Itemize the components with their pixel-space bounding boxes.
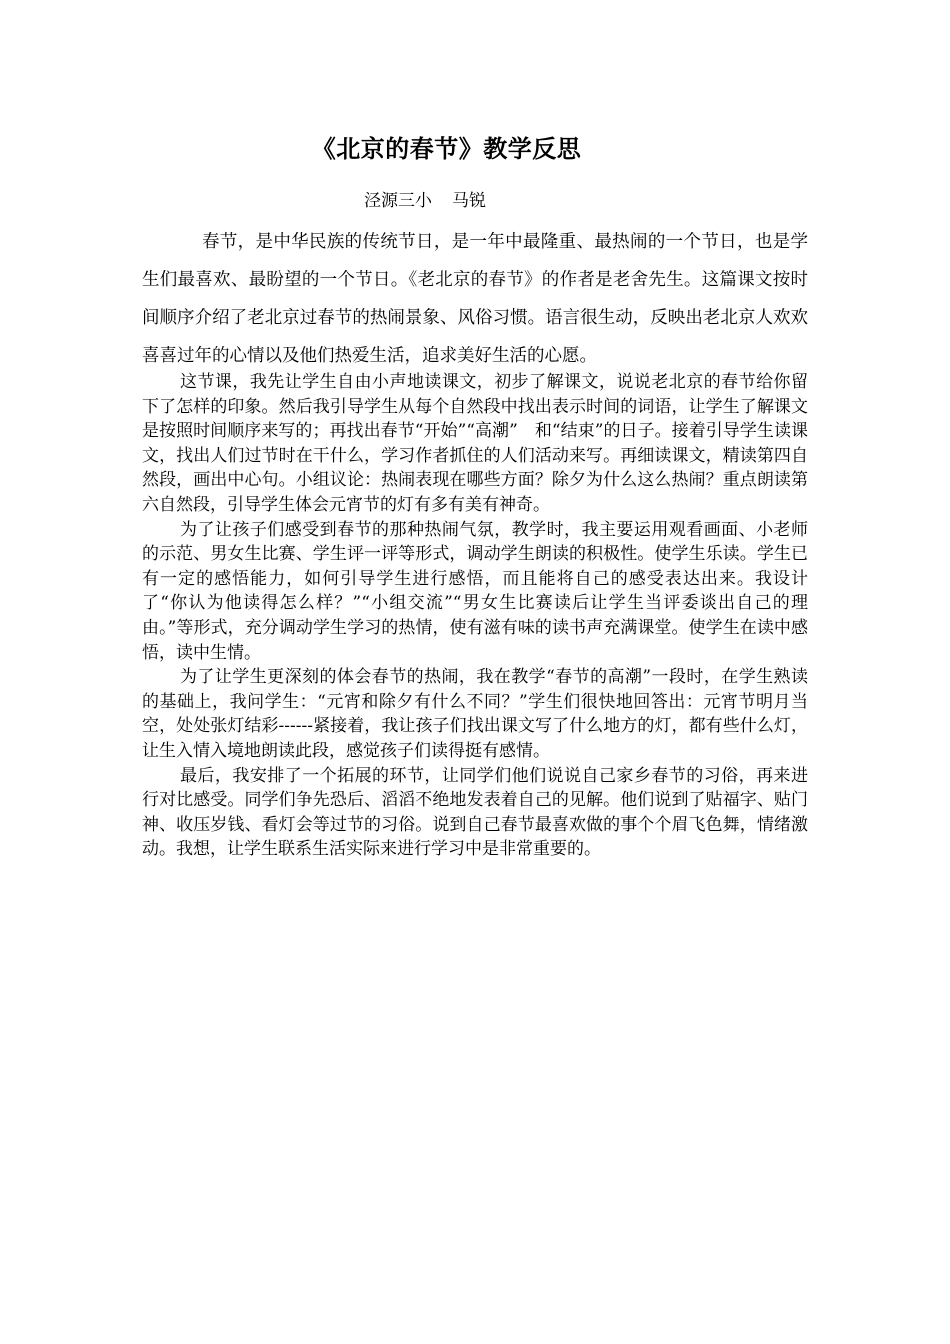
paragraph-lesson-process: 这节课，我先让学生自由小声地读课文，初步了解课文，说说老北京的春节给你留下了怎样的印象。然后我引导学生从每个自然段中找出表示时间的词语，让学生了解课文是按照时间顺序来写的；再找出春节“开始”“高潮” 和“结束”的日子。接着引导学生读课文，找出人们过节时在干什么，学习作者抓住的人们活动来写。再细读课文，精读第四自然段，画出中心句。小组议论：热闹表现在哪些方面？除夕为什么这么热闹？重点朗读第六自然段，引导学生体会元宵节的灯有多有美有神奇。: [142, 372, 808, 515]
document-title: 《北京的春节》教学反思: [311, 135, 582, 163]
author-school: 泾源三小: [364, 191, 432, 211]
paragraph-intro: 春节，是中华民族的传统节日，是一年中最隆重、最热闹的一个节日，也是学生们最喜欢、最盼望的一个节日。《老北京的春节》的作者是老舍先生。这篇课文按时间顺序介绍了老北京过春节的热闹景象、风俗习惯。语言很生动，反映出老北京人欢欢喜喜过年的心情以及他们热爱生活，追求美好生活的心愿。: [142, 232, 808, 366]
paragraph-lantern-festival: 为了让学生更深刻的体会春节的热闹，我在教学“春节的高潮”一段时，在学生熟读的基础上，我问学生：“元宵和除夕有什么不同？”学生们很快地回答出：元宵节明月当空，处处张灯结彩------紧接着，我让孩子们找出课文写了什么地方的灯，都有些什么灯，让生入情入境地朗读此段，感觉孩子们读得挺有感情。: [142, 667, 808, 761]
author-line: [364, 189, 486, 213]
author-name: 马锐: [452, 191, 486, 211]
body-paragraphs: [142, 370, 808, 862]
paragraph-reading-methods: 为了让孩子们感受到春节的那种热闹气氛，教学时，我主要运用观看画面、小老师的示范、男女生比赛、学生评一评等形式，调动学生朗读的积极性。使学生乐读。学生已有一定的感悟能力，如何引导学生进行感悟，而且能将自己的感受表达出来。我设计了“你认为他读得怎么样？”“小组交流”“男女生比赛读后让学生当评委谈出自己的理由。”等形式，充分调动学生学习的热情，使有滋有味的读书声充满课堂。使学生在读中感悟，读中生情。: [142, 519, 808, 663]
paragraph-extension: 最后，我安排了一个拓展的环节，让同学们他们说说自己家乡春节的习俗，再来进行对比感受。同学们争先恐后、滔滔不绝地发表着自己的见解。他们说到了贴福字、贴门神、收压岁钱、看灯会等过节的习俗。说到自己春节最喜欢做的事个个眉飞色舞，情绪激动。我想，让学生联系生活实际来进行学习中是非常重要的。: [142, 765, 808, 860]
